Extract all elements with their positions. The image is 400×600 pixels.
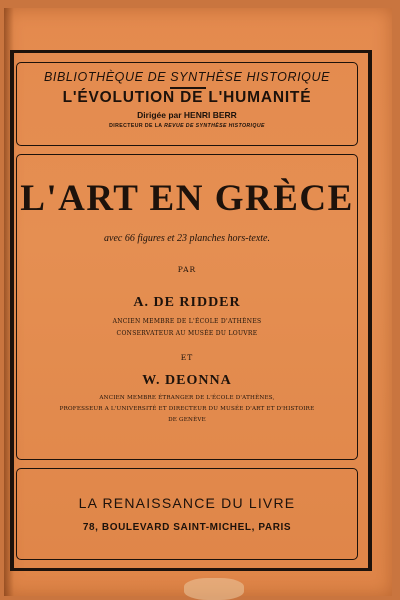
book-cover bbox=[4, 8, 392, 596]
author-1-credential: CONSERVATEUR AU MUSÉE DU LOUVRE bbox=[116, 330, 258, 337]
director-line: Dirigée par HENRI BERR bbox=[137, 110, 237, 120]
collection-title: L'ÉVOLUTION DE L'HUMANITÉ bbox=[62, 89, 312, 106]
book-title: L'ART EN GRÈCE bbox=[20, 178, 354, 219]
director-title bbox=[17, 123, 357, 129]
author-1-name: A. DE RIDDER bbox=[133, 295, 241, 310]
paper-stain bbox=[184, 578, 244, 600]
publisher-name: LA RENAISSANCE DU LIVRE bbox=[78, 495, 296, 511]
author-2-credential: DE GENÈVE bbox=[168, 417, 206, 423]
author-2-credential: PROFESSEUR A L'UNIVERSITÉ ET DIRECTEUR DU MUSÉE D'ART ET D'HISTOIRE bbox=[59, 406, 315, 412]
et-label: ET bbox=[180, 353, 194, 362]
main-box bbox=[16, 154, 358, 460]
bottom-rule bbox=[10, 568, 372, 571]
publisher-address: 78, BOULEVARD SAINT-MICHEL, PARIS bbox=[82, 522, 292, 533]
footer-box bbox=[16, 468, 358, 560]
director-title-prefix: DIRECTEUR DE LA bbox=[109, 123, 163, 129]
series-title: BIBLIOTHÈQUE DE SYNTHÈSE HISTORIQUE bbox=[43, 70, 331, 84]
director-title-journal: REVUE DE SYNTHÈSE HISTORIQUE bbox=[164, 123, 265, 129]
book-subtitle: avec 66 figures et 23 planches hors-texte. bbox=[104, 233, 270, 244]
author-1-credential: ANCIEN MEMBRE DE L'ÉCOLE D'ATHÈNES bbox=[112, 318, 262, 325]
author-2-credential: ANCIEN MEMBRE ÉTRANGER DE L'ÉCOLE D'ATHÈNES, bbox=[99, 395, 275, 401]
author-2-name: W. DEONNA bbox=[142, 373, 232, 388]
par-label: PAR bbox=[177, 265, 197, 274]
header-box bbox=[16, 62, 358, 146]
